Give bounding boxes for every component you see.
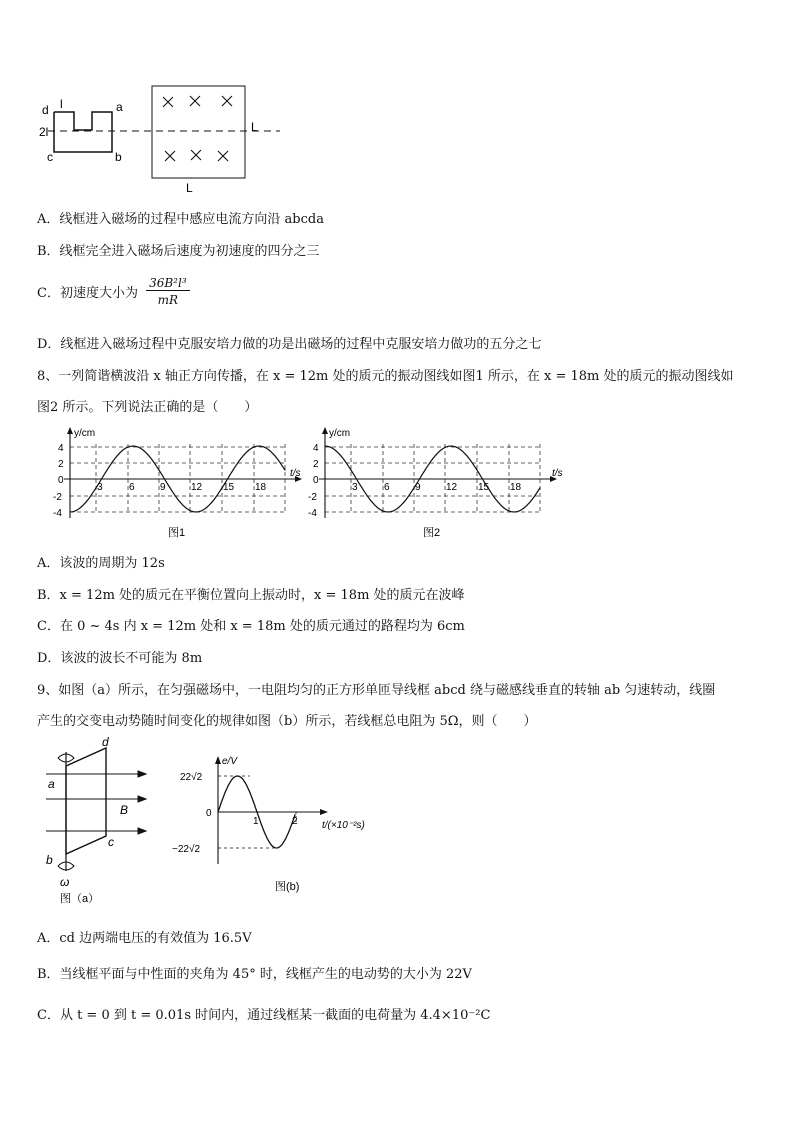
- label-L-bottom: L: [186, 181, 193, 195]
- loop-frame: [54, 112, 112, 152]
- q8-stem-line1: 8、一列简谐横波沿 x 轴正方向传播，在 x = 12m 处的质元的振动图线如图1 所示，在 x = 18m 处的质元的振动图线如: [37, 369, 734, 384]
- q7-option-c-fraction: [146, 276, 190, 307]
- rotating-coil-figure: [38, 736, 158, 906]
- graph2-xtick-12: 12: [446, 482, 458, 493]
- graph1-xtick-15: 15: [223, 482, 235, 493]
- q8-option-d: D．该波的波长不可能为 8m: [37, 651, 203, 666]
- graph2-caption: 图2: [423, 527, 441, 539]
- graph1-xtick-3: 3: [97, 482, 103, 493]
- label-c: c: [47, 150, 53, 164]
- graph2-ytick-4: 4: [313, 443, 319, 454]
- q7-option-b: B．线框完全进入磁场后速度为初速度的四分之三: [37, 244, 320, 259]
- q9-stem-line1: 9、如图（a）所示，在匀强磁场中，一电阻均匀的正方形单匝导线框 abcd 绕与磁感线垂直的转轴 ab 匀速转动，线圈: [37, 683, 716, 698]
- label-c: c: [108, 835, 114, 849]
- q8-option-b: B．x = 12m 处的质元在平衡位置向上振动时，x = 18m 处的质元在波峰: [37, 588, 465, 603]
- q7-option-a: A．线框进入磁场的过程中感应电流方向沿 abcda: [37, 212, 324, 227]
- graph1-ylabel: y/cm: [74, 428, 96, 439]
- label-omega: ω: [60, 875, 70, 889]
- label-a: a: [48, 777, 55, 791]
- graph1-xtick-12: 12: [191, 482, 203, 493]
- graph2-ytick-m2: -2: [308, 492, 317, 503]
- graph2-ylabel: y/cm: [329, 428, 351, 439]
- field-crosses: [163, 96, 232, 161]
- label-a: a: [116, 100, 123, 114]
- graph1-xtick-6: 6: [129, 482, 135, 493]
- figB-xlabel: t/(×10⁻²s): [322, 820, 365, 831]
- graph1-xtick-18: 18: [255, 482, 267, 493]
- q9-option-a: A．cd 边两端电压的有效值为 16.5V: [37, 931, 252, 946]
- graph1-xlabel: t/s: [290, 468, 301, 479]
- graph2-xtick-9: 9: [415, 482, 421, 493]
- graph2-xtick-18: 18: [510, 482, 522, 493]
- figB-ytick-top: 22√2: [180, 772, 203, 783]
- graph2-ytick-m4: -4: [308, 508, 317, 519]
- figB-ylabel: e/V: [222, 756, 238, 767]
- figB-ytick-zero: 0: [206, 808, 212, 819]
- graph1-ytick-m2: -2: [53, 492, 62, 503]
- graph1-ytick-4: 4: [58, 443, 64, 454]
- q8-stem-line2: 图2 所示。下列说法正确的是（ ）: [37, 400, 258, 415]
- loop-field-figure: [30, 80, 300, 198]
- figB-caption: 图(b): [275, 881, 300, 893]
- q7-option-c-text: C．初速度大小为: [37, 286, 138, 301]
- figB-xtick-1: 1: [253, 816, 259, 827]
- graph2-xtick-6: 6: [384, 482, 390, 493]
- graph1-ytick-0: 0: [58, 475, 64, 486]
- label-b: b: [46, 853, 53, 867]
- graph1-xtick-9: 9: [160, 482, 166, 493]
- label-2l: 2l: [39, 125, 49, 139]
- fraction-denominator: mR: [157, 293, 179, 307]
- label-B: B: [120, 803, 129, 817]
- graph2-grid: [325, 444, 540, 512]
- figB-xtick-2: 2: [292, 816, 298, 827]
- emf-time-graph: [170, 752, 400, 900]
- graph1-caption: 图1: [168, 527, 186, 539]
- q7-option-c: [37, 276, 190, 307]
- graph1-ytick-m4: -4: [53, 508, 62, 519]
- graph2-xlabel: t/s: [552, 468, 563, 479]
- graph2-ytick-2: 2: [313, 459, 319, 470]
- figA-caption: 图（a）: [60, 893, 100, 905]
- label-d: d: [42, 103, 49, 117]
- q9-option-c: C．从 t = 0 到 t = 0.01s 时间内，通过线框某一截面的电荷量为 4.4×10⁻²C: [37, 1008, 491, 1023]
- graph2-xtick-15: 15: [478, 482, 490, 493]
- vibration-graph-2: [305, 424, 575, 542]
- q7-option-d: D．线框进入磁场过程中克服安培力做的功是出磁场的过程中克服安培力做功的五分之七: [37, 337, 542, 352]
- q8-option-c: C．在 0 ~ 4s 内 x = 12m 处和 x = 18m 处的质元通过的路程均为 6cm: [37, 619, 465, 634]
- graph2-ytick-0: 0: [313, 475, 319, 486]
- figB-ytick-bottom: −22√2: [172, 844, 201, 855]
- label-l: l: [60, 97, 63, 111]
- vibration-graph-1: [50, 424, 320, 542]
- fraction-numerator: 36B²l³: [146, 276, 190, 291]
- q9-option-b: B．当线框平面与中性面的夹角为 45° 时，线框产生的电动势的大小为 22V: [37, 967, 472, 982]
- label-L-right: L: [251, 120, 258, 134]
- label-d: d: [102, 736, 109, 749]
- q8-option-a: A．该波的周期为 12s: [37, 556, 165, 571]
- field-lines: [46, 771, 146, 834]
- graph2-xtick-3: 3: [352, 482, 358, 493]
- graph1-ytick-2: 2: [58, 459, 64, 470]
- q9-stem-line2: 产生的交变电动势随时间变化的规律如图（b）所示，若线框总电阻为 5Ω，则（ ）: [37, 714, 537, 729]
- label-b: b: [115, 150, 122, 164]
- coil-frame: [66, 748, 106, 854]
